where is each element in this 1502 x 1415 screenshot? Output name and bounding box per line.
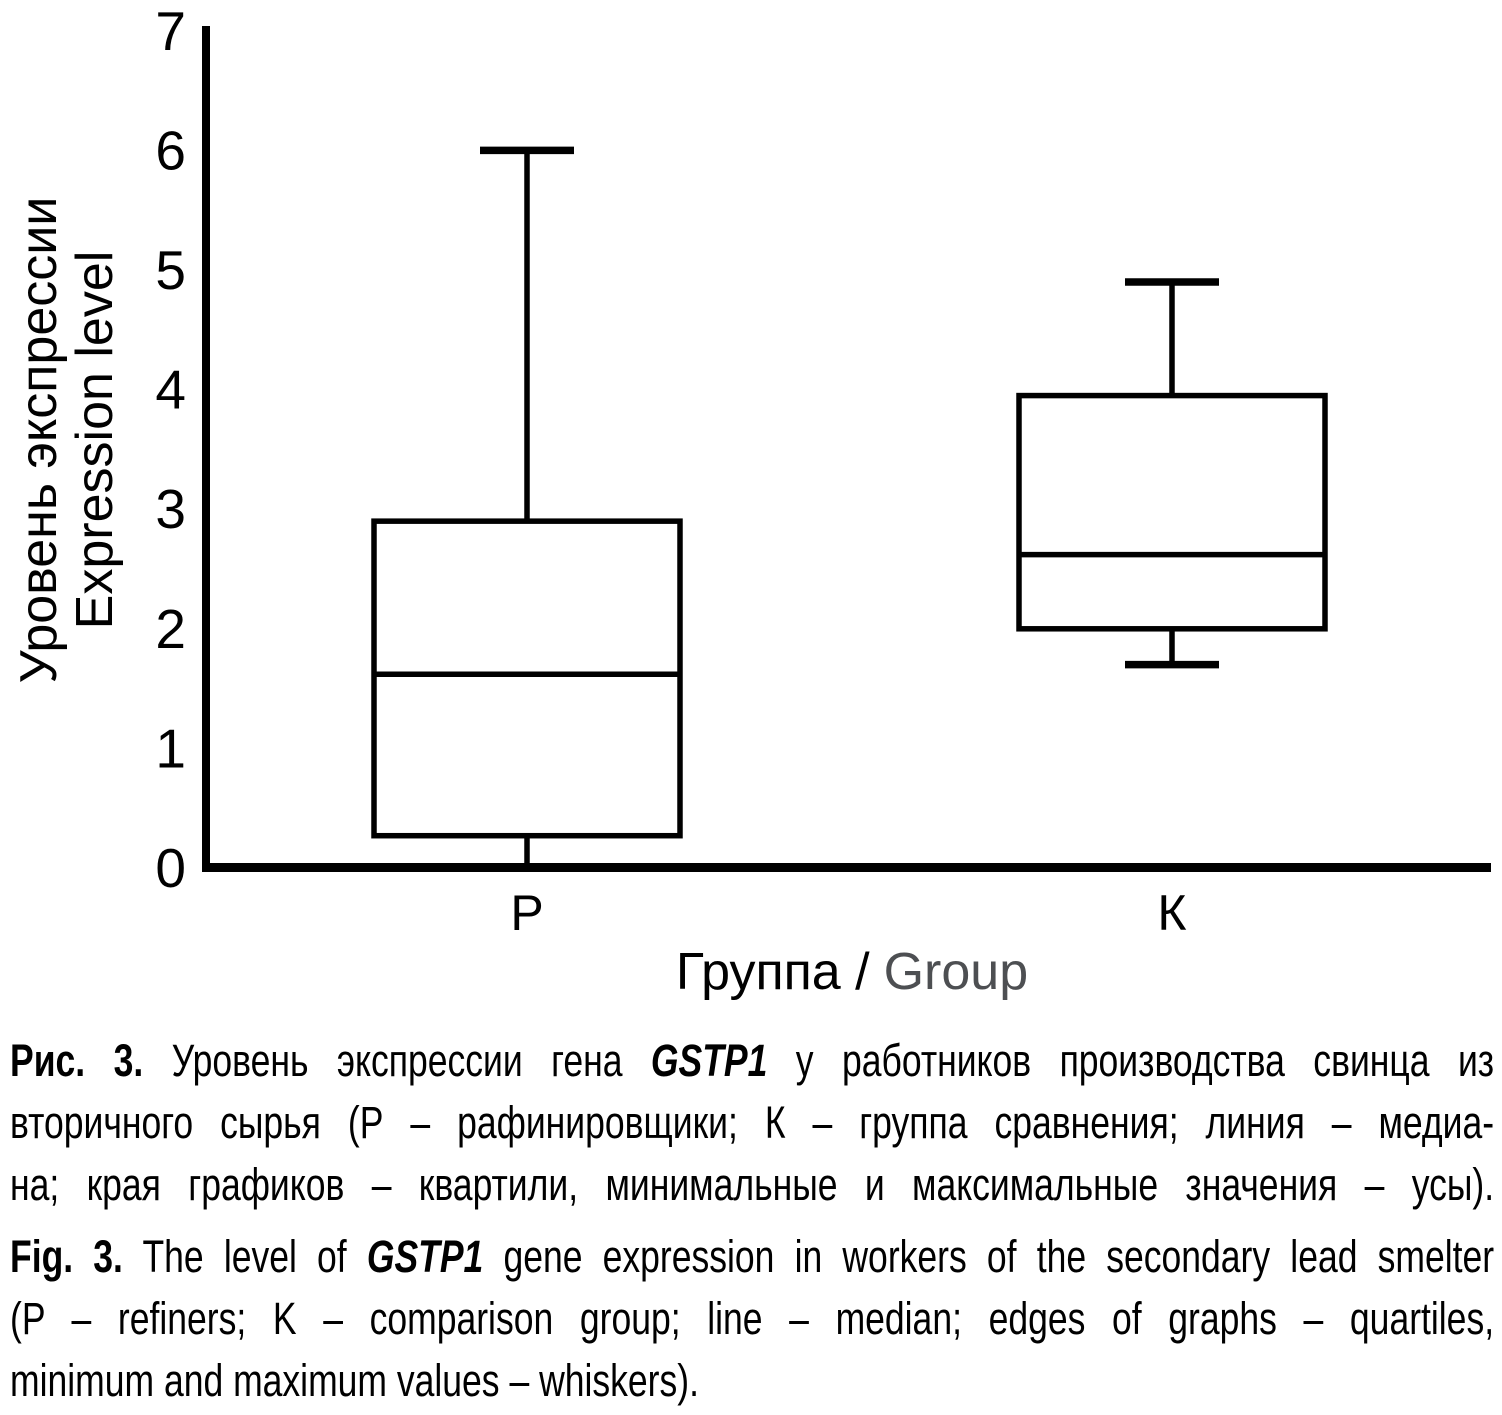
- x-axis-title-en: Group: [883, 943, 1029, 1001]
- y-tick-label: 0: [155, 837, 186, 899]
- x-axis-title-ru: Группа /: [675, 943, 870, 1001]
- caption-ru-line-2: вторичного сырья (Р – рафинировщики; К – группа сравнения; линия – медиа-: [10, 1097, 1495, 1148]
- x-axis-title: [676, 943, 1028, 1001]
- y-tick-label: 7: [155, 0, 186, 62]
- caption-ru-gene-name: GSTP1: [650, 1035, 768, 1086]
- caption-ru-text-2: у работников производства свинца из: [767, 1035, 1495, 1086]
- y-tick-label: 3: [155, 478, 186, 541]
- y-tick-label: 2: [155, 597, 186, 660]
- category-label: К: [1157, 885, 1187, 941]
- category-label: Р: [510, 885, 544, 941]
- caption-ru: [10, 1030, 1494, 1216]
- y-axis-title-ru: Уровень экспрессии: [10, 196, 68, 684]
- caption-en-line-2: (P – refiners; K – comparison group; line – median; edges of graphs – quartiles,: [10, 1293, 1495, 1344]
- y-axis-title-en: Expression level: [66, 250, 124, 630]
- y-tick-label: 5: [155, 239, 186, 301]
- y-tick-labels: [155, 0, 186, 899]
- box-iqr-rect: [1019, 396, 1325, 629]
- figure-caption: [10, 1030, 1494, 1412]
- box-plots: [374, 150, 1325, 868]
- caption-text-block: [10, 1030, 1494, 1412]
- caption-en-text-2: gene expression in workers of the secondary lead smelter: [483, 1231, 1495, 1282]
- caption-ru-line-1: [10, 1030, 1494, 1092]
- caption-en-figure-label: Fig. 3.: [10, 1231, 123, 1282]
- y-tick-label: 6: [155, 119, 186, 182]
- caption-en: [10, 1226, 1494, 1412]
- caption-en-text-1: The level of: [122, 1231, 367, 1282]
- caption-ru-text-1: Уровень экспрессии гена: [143, 1035, 651, 1086]
- caption-en-gene-name: GSTP1: [366, 1231, 484, 1282]
- category-labels: [510, 885, 1186, 941]
- y-tick-label: 1: [155, 717, 186, 780]
- caption-en-line-1: [10, 1226, 1494, 1288]
- box-iqr-rect: [374, 521, 680, 836]
- caption-ru-figure-label: Рис. 3.: [10, 1035, 144, 1086]
- caption-ru-line-3: на; края графиков – квартили, минимальные и максимальные значения – усы).: [10, 1159, 1495, 1210]
- y-tick-label: 4: [155, 358, 186, 421]
- caption-en-line-3: minimum and maximum values – whiskers).: [10, 1355, 699, 1406]
